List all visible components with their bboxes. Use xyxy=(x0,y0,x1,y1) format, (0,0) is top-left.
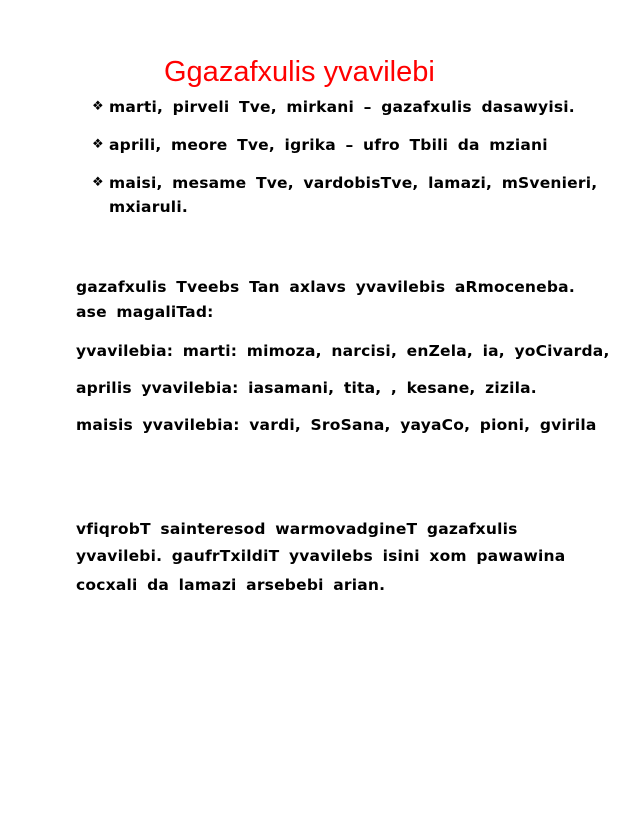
bullet-text: aprili, meore Tve, igrika – ufro Tbili da mziani xyxy=(109,136,548,154)
closing-line-2: yvavilebi. gaufrTxildiT yvavilebs isini xom pawawina xyxy=(76,547,566,565)
example-march-flowers: yvavilebia: marti: mimoza, narcisi, enZela, ia, yoCivarda, xyxy=(76,342,610,360)
example-april-flowers: aprilis yvavilebia: iasamani, tita, , kesane, zizila. xyxy=(76,379,537,397)
bullet-item-april xyxy=(92,133,626,157)
closing-line-1: vfiqrobT sainteresod warmovadgineT gazafxulis xyxy=(76,520,518,538)
page-title: Ggazafxulis yvavilebi xyxy=(164,56,435,88)
closing-line-3: cocxali da lamazi arsebebi arian. xyxy=(76,576,386,594)
bullet-text: marti, pirveli Tve, mirkani – gazafxulis dasawyisi. xyxy=(109,98,575,116)
bullet-item-may xyxy=(92,171,626,219)
bullet-text: maisi, mesame Tve, vardobisTve, lamazi, mSvenieri, mxiaruli. xyxy=(109,174,598,216)
bullet-item-march xyxy=(92,95,626,119)
example-may-flowers: maisis yvavilebia: vardi, SroSana, yayaCo, pioni, gvirila xyxy=(76,416,597,434)
intro-line-2: ase magaliTad: xyxy=(76,303,214,321)
month-bullet-list xyxy=(92,95,626,233)
diamond-bullet-icon: ❖ xyxy=(92,99,104,114)
intro-line-1: gazafxulis Tveebs Tan axlavs yvavilebis aRmoceneba. xyxy=(76,278,575,296)
diamond-bullet-icon: ❖ xyxy=(92,137,104,152)
diamond-bullet-icon: ❖ xyxy=(92,175,104,190)
